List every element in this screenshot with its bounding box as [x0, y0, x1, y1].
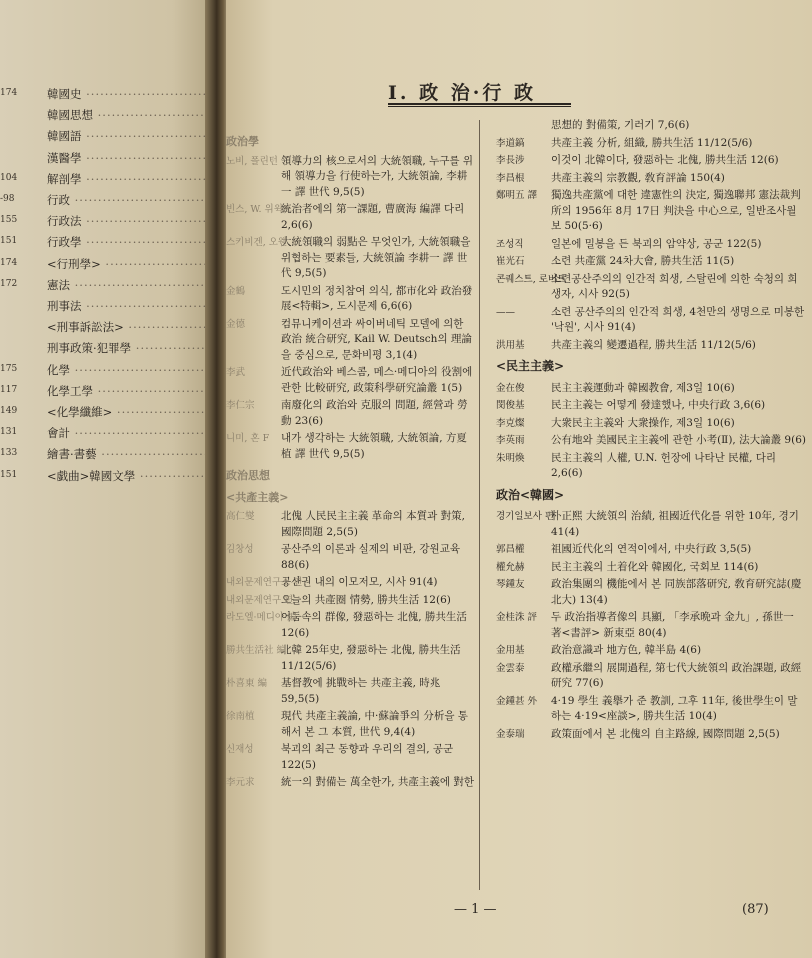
entry-citation: 共產主義 分析, 組織, 勝共生活 11/12(5/6): [551, 136, 753, 149]
bibliography-entry: [496, 153, 806, 169]
index-row: [0, 383, 215, 405]
entry-citation: 내가 생각하는 大統領職, 大統領論, 方夏植 譯 世代 9,5(5): [281, 432, 467, 460]
index-row: [0, 107, 215, 129]
entry-citation: 공산권 내의 이모저모, 시사 91(4): [281, 576, 438, 588]
entry-citation: 朴正熙 大統領의 治績, 祖國近代化를 위한 10年, 경기 41(4): [551, 510, 799, 538]
entry-author: 李武: [226, 367, 246, 378]
entry-citation: 南廢化의 政治와 克服의 問題, 經營과 勞動 23(6): [281, 399, 468, 427]
index-page-number: 104: [0, 172, 18, 183]
entry-citation: 現代 共產主義論, 中·蘇論爭의 分析을 통해서 본 그 本質, 世代 9,4(4): [281, 710, 468, 738]
entry-citation: 北傀 人民民主主義 革命의 本質과 對策, 國際問題 2,5(5): [281, 510, 465, 538]
index-row: [0, 234, 215, 256]
section-heading: 政治學: [226, 135, 259, 148]
index-row: [0, 425, 215, 447]
entry-citation: 獨逸共產黨에 대한 違憲性의 決定, 獨逸聯邦 憲法裁判所의 1956年 8月 17日 判決을 中心으로, 일반조사월보 50(5·6): [551, 189, 801, 232]
index-row: [0, 319, 215, 341]
index-entry: 會計 ·····: [47, 425, 215, 441]
entry-citation: 일본에 밀봉을 든 북괴의 암약상, 공군 122(5): [551, 237, 762, 250]
bibliography-entry: [226, 542, 476, 573]
index-row: [0, 86, 215, 108]
entry-author: 徐南植: [226, 711, 255, 722]
entry-citation: 政治意識과 地方色, 韓半島 4(6): [551, 644, 702, 656]
bibliography-entry: [226, 643, 476, 674]
index-row: [0, 362, 215, 384]
bibliography-entry: [226, 593, 476, 609]
entry-author: 鄭明五 譯: [496, 190, 538, 201]
entry-citation: 統治者에의 第一課題, 曹廣海 編譯 다리 2,6(6): [281, 203, 465, 231]
entry-author: 니미, 혼 F: [226, 433, 270, 444]
entry-author: 勝共生活社 編: [226, 645, 287, 656]
index-entry: <刑事訴訟法> ·····: [47, 319, 215, 335]
index-row: [0, 340, 215, 362]
bibliography-entry: [496, 610, 806, 641]
entry-citation: 民主主義의 土着化와 韓國化, 국회보 114(6): [551, 560, 759, 573]
column-left: [226, 128, 476, 793]
index-page-number: 155: [0, 215, 18, 226]
bibliography-entry: [226, 202, 476, 233]
bibliography-entry: [226, 775, 476, 791]
entry-citation: 北韓 25年史, 發惡하는 北傀, 勝共生活 11/12(5/6): [281, 644, 461, 672]
entry-author: 李克燦: [496, 417, 525, 429]
entry-author: 閔俊基: [496, 400, 525, 411]
entry-author: 朴喜東 編: [226, 678, 268, 689]
entry-citation: 共產主義의 變遷過程, 勝共生活 11/12(5/6): [551, 338, 756, 351]
title-underline: [388, 103, 571, 105]
bibliography-entry: [496, 272, 806, 303]
entry-author: 洪用基: [496, 339, 525, 351]
index-entry: 解剖學 ·····: [47, 171, 215, 187]
index-page-number: 175: [0, 363, 18, 374]
index-entry: 刑事政策·犯罪學 ·····: [47, 340, 215, 356]
entry-citation: 공산주의 이론과 실제의 비판, 강원교육 88(6): [281, 543, 460, 571]
bibliography-entry: [226, 610, 476, 641]
bibliography-entry: [226, 235, 476, 282]
entry-citation: 4·19 學生 義擧가 준 教訓, 그후 11年, 後世學生이 말하는 4·19<座談>, 勝共生活 10(4): [551, 694, 798, 722]
entry-author: 내외문제연구 편: [226, 594, 294, 606]
index-entry: 行政 ·····: [47, 192, 215, 208]
entry-citation: 오늘의 共產圈 情勢, 勝共生活 12(6): [281, 593, 451, 606]
bibliography-entry: [496, 171, 806, 187]
bibliography-entry: [226, 509, 476, 540]
entry-citation: 이것이 北韓이다, 發惡하는 北傀, 勝共生活 12(6): [551, 154, 779, 166]
page-number-right: (87): [742, 902, 769, 917]
entry-author: 조성직: [496, 238, 524, 250]
index-entry: 化學工學 ·····: [47, 383, 215, 399]
entry-author: 스키비겐, 오웬: [226, 237, 288, 248]
index-entry: <化學纖維> ·····: [47, 404, 215, 420]
index-page-number: 149: [0, 406, 18, 416]
index-row: [0, 128, 215, 150]
entry-author: 빈스, W. 위윅드: [226, 204, 293, 215]
subsection-heading: <民主主義>: [496, 359, 565, 373]
entry-citation: 領導力의 核으로서의 大統領職, 누구를 위해 領導力을 行使하는가, 大統領論, 李耕一 譯 世代 9,5(5): [281, 154, 473, 198]
entry-author: 權允赫: [496, 561, 525, 573]
section-heading: 政治<韓國>: [496, 487, 565, 502]
entry-author: 李元求: [226, 777, 255, 788]
entry-author: 金泰瑞: [496, 728, 525, 740]
entry-citation: 大統領職의 弱點은 무엇인가, 大統領職을 위협하는 要素들, 大統領論 李耕一 譯 世代 9,5(5): [281, 236, 471, 279]
entry-citation: 어둠속의 群像, 發惡하는 北傀, 勝共生活 12(6): [281, 611, 467, 639]
bibliography-entry: [496, 381, 806, 397]
bibliography-entry: [496, 433, 806, 449]
entry-author: 琴鍾友: [496, 579, 525, 590]
section-heading: 政治思想: [226, 469, 270, 482]
bibliography-entry: [226, 431, 476, 462]
column-right: [496, 118, 806, 744]
entry-citation: 政治集團의 機能에서 본 同族部落研究, 敎育研究誌(慶北大) 13(4): [551, 578, 802, 606]
index-entry: <戯曲>韓國文學 ·····: [47, 468, 215, 484]
bibliography-entry: [496, 661, 806, 692]
bibliography-entry: [226, 742, 476, 773]
index-entry: 行政學 ·····: [47, 234, 215, 250]
bibliography-entry: [226, 284, 476, 315]
entry-author: 金德: [226, 318, 246, 330]
entry-author: 金鍾甚 外: [496, 695, 538, 707]
entry-citation: 大衆民主主義와 大衆操作, 제3일 10(6): [551, 416, 735, 429]
bibliography-entry: [226, 154, 476, 201]
left-page: [0, 0, 215, 958]
index-row: [0, 298, 215, 320]
bibliography-entry: [496, 118, 806, 134]
bibliography-entry: [496, 643, 806, 659]
index-page-number: 133: [0, 448, 18, 459]
entry-citation: 소련공산주의의 인간적 희생, 스탈린에 의한 숙청의 희생자, 시사 92(5): [551, 272, 798, 300]
index-page-number: 174: [0, 257, 18, 268]
bibliography-entry: [226, 398, 476, 429]
bibliography-entry: [496, 694, 806, 725]
bibliography-entry: [496, 509, 806, 540]
entry-author: 신재성: [226, 744, 254, 755]
entry-citation: 북괴의 최근 동향과 우리의 결의, 공군 122(5): [281, 743, 454, 771]
page-number-center: — 1 —: [454, 902, 497, 917]
index-row: [0, 213, 215, 235]
entry-citation: 統一의 對備는 萬全한가, 共產主義에 對한: [281, 776, 475, 788]
bibliography-entry: [496, 577, 806, 608]
bibliography-entry: [496, 188, 806, 235]
index-page-number: 174: [0, 88, 18, 98]
entry-author: 내외문제연구소 편: [226, 577, 303, 588]
index-row: [0, 468, 215, 490]
index-entry: 繪書·書藝 ·····: [47, 446, 215, 462]
index-entry: 行政法 ·····: [47, 213, 215, 229]
index-entry: 韓國思想 ·····: [47, 107, 215, 123]
entry-citation: 祖國近代化의 연적이에서, 中央行政 3,5(5): [551, 543, 752, 555]
entry-author: 金桂洙 評: [496, 612, 538, 623]
index-row: [0, 171, 215, 193]
index-row: [0, 404, 215, 426]
entry-author: 崔光石: [496, 256, 525, 267]
entry-author: 金雲泰: [496, 662, 525, 674]
index-page-number: 172: [0, 278, 18, 289]
bibliography-entry: [496, 136, 806, 152]
index-row: [0, 192, 215, 214]
entry-author: 경기일보사 편: [496, 511, 555, 522]
entry-author: 郭昌權: [496, 544, 525, 555]
entry-citation: 共產主義의 宗教觀, 敎育評論 150(4): [551, 171, 725, 184]
index-page-number: 131: [0, 427, 18, 438]
bibliography-entry: [496, 560, 806, 576]
bibliography-entry: [496, 451, 806, 482]
index-entry: 韓國史 ·····: [47, 86, 215, 102]
entry-author: 金鶴: [226, 285, 246, 297]
entry-author: 金在俊: [496, 382, 525, 394]
bibliography-entry: [496, 727, 806, 743]
entry-citation: 소련 공산주의의 인간적 희생, 4천만의 생명으로 미봉한 '낙원', 시사 91(4): [551, 305, 805, 333]
index-row: [0, 446, 215, 468]
entry-author: 李道鎬: [496, 137, 525, 149]
entry-author: 高仁燮: [226, 511, 255, 522]
entry-citation: 도시민의 정치참여 의식, 都市化와 政治發展<特輯>, 도시문제 6,6(6): [281, 284, 473, 312]
index-row: [0, 256, 215, 278]
bibliography-entry: [226, 575, 476, 591]
entry-citation: 基督教에 挑戰하는 共產主義, 時兆 59,5(5): [281, 677, 441, 705]
bibliography-entry: [496, 237, 806, 253]
entry-author: 콘퀘스트, 로버트: [496, 273, 567, 285]
index-entry: <行刑學> ·····: [47, 256, 215, 272]
bibliography-entry: [226, 365, 476, 396]
index-entry: 韓國語 ·····: [47, 128, 215, 144]
index-entry: 化學 ·····: [47, 362, 215, 378]
entry-author: 李仁宗: [226, 400, 255, 411]
column-divider: [479, 120, 480, 890]
entry-citation: 民主主義의 人權, U.N. 헌장에 나타난 民權, 다리 2,6(6): [551, 451, 777, 479]
index-row: [0, 150, 215, 172]
entry-citation: 컴뮤니케이션과 싸이버네틱 모델에 의한 政治 統合研究, Kail W. Deutsch의 理論을 중심으로, 문화비평 3,1(4): [281, 317, 472, 361]
entry-citation: 政策面에서 본 北傀의 自主路線, 國際問題 2,5(5): [551, 727, 780, 740]
entry-author: 김창성: [226, 544, 254, 555]
bibliography-entry: [496, 338, 806, 354]
entry-author: ——: [496, 306, 515, 318]
bibliography-entry: [496, 542, 806, 558]
entry-citation: 公有地와 美國民主主義에 관한 小考(Ⅱ), 法大論叢 9(6): [551, 434, 806, 446]
entry-citation: 民主主義는 어떻게 發達했나, 中央行政 3,6(6): [551, 399, 766, 411]
right-page: [226, 0, 812, 958]
entry-author: 노비, 폴린턴: [226, 155, 278, 167]
entry-author: 李長涉: [496, 155, 525, 166]
entry-citation: 두 政治指導者像의 具顯, 「李承晩과 金九」, 孫世一 著<書評> 新東亞 80(4): [551, 611, 794, 639]
bibliography-entry: [496, 254, 806, 270]
page-title: I. 政 治·行 政: [388, 82, 536, 104]
bibliography-entry: [496, 305, 806, 336]
index-entry: 刑事法 ·····: [47, 298, 215, 314]
index-page-number: 151: [0, 236, 18, 247]
entry-citation: 思想的 對備策, 기러기 7,6(6): [551, 119, 690, 131]
bibliography-entry: [226, 317, 476, 364]
bibliography-entry: [226, 709, 476, 740]
index-entry: 憲法 ·····: [47, 277, 215, 293]
index-entry: 漢醫學 ·····: [47, 150, 215, 166]
title-underline-thin: [388, 106, 571, 107]
index-page-number: -98: [0, 194, 15, 204]
bibliography-entry: [226, 676, 476, 707]
index-page-number: 117: [0, 384, 18, 395]
subsection-heading: <共產主義>: [226, 490, 289, 504]
entry-citation: 소련 共產黨 24차大會, 勝共生活 11(5): [551, 255, 735, 267]
entry-author: 金用基: [496, 645, 525, 656]
bibliography-entry: [496, 416, 806, 432]
entry-citation: 政權承繼의 展開過程, 第七代大統領의 政治課題, 政經研究 77(6): [551, 661, 802, 689]
index-row: [0, 277, 215, 299]
entry-author: 李英雨: [496, 435, 525, 446]
bibliography-entry: [496, 398, 806, 414]
entry-author: 朱明煥: [496, 452, 525, 464]
entry-citation: 近代政治와 베스콤, 메스·메디아의 役割에 관한 比較研究, 政策科學研究論叢 1(5): [281, 366, 473, 394]
entry-author: 李昌根: [496, 172, 525, 184]
entry-citation: 民主主義運動과 韓國教會, 제3일 10(6): [551, 381, 735, 394]
entry-author: 라도엘·메디아 編: [226, 612, 297, 623]
index-page-number: 151: [0, 469, 18, 480]
